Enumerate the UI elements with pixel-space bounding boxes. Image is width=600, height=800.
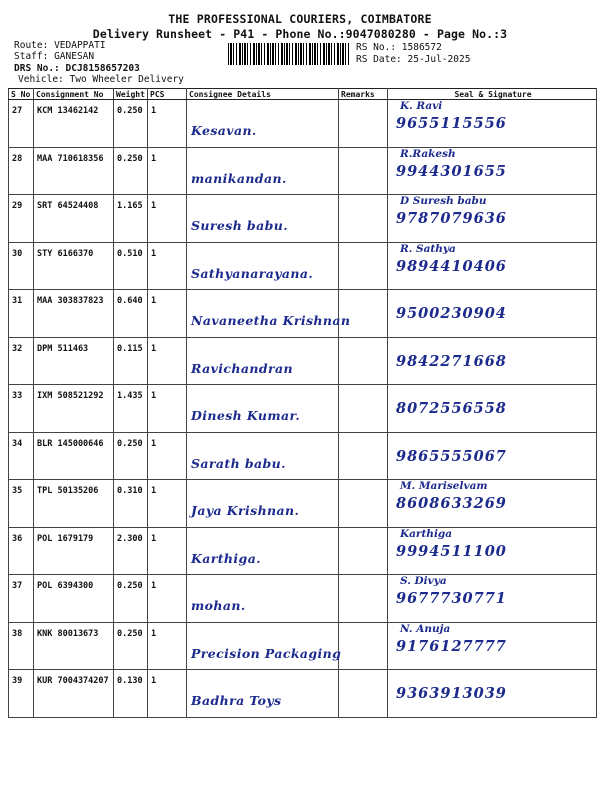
consignment-cell: DPM 511463 <box>34 337 114 385</box>
handwritten-signature: K. Ravi <box>400 100 443 112</box>
seal-signature-cell <box>388 147 597 195</box>
table-row <box>9 337 597 385</box>
consignment-cell: KNK 80013673 <box>34 622 114 670</box>
remarks-cell <box>339 195 388 243</box>
remarks-cell <box>339 575 388 623</box>
weight-cell: 0.250 <box>114 622 148 670</box>
weight-cell: 0.250 <box>114 100 148 148</box>
handwritten-consignee-name: mohan. <box>191 598 246 613</box>
weight-cell: 0.310 <box>114 480 148 528</box>
rs-date-line <box>356 54 470 65</box>
rs-no-value: 1586572 <box>401 42 442 53</box>
handwritten-consignee-name: Dinesh Kumar. <box>191 408 301 423</box>
remarks-cell <box>339 147 388 195</box>
table-row <box>9 195 597 243</box>
weight-cell: 0.115 <box>114 337 148 385</box>
handwritten-phone: 9677730771 <box>396 590 507 607</box>
route-line <box>14 40 106 51</box>
handwritten-signature: D Suresh babu <box>400 195 487 207</box>
weight-cell: 1.165 <box>114 195 148 243</box>
consignment-cell: POL 6394300 <box>34 575 114 623</box>
handwritten-phone: 9787079636 <box>396 210 507 227</box>
handwritten-consignee-name: manikandan. <box>191 170 287 186</box>
consignee-cell <box>187 242 339 290</box>
drs-value: DCJ8158657203 <box>65 63 140 74</box>
runsheet-table <box>8 88 597 718</box>
seal-signature-cell <box>388 290 597 338</box>
company-title: THE PROFESSIONAL COURIERS, COIMBATORE <box>168 12 432 26</box>
consignment-cell: SRT 64524408 <box>34 195 114 243</box>
seal-signature-cell <box>388 622 597 670</box>
handwritten-phone: 9865555067 <box>396 447 507 465</box>
consignment-cell: MAA 710618356 <box>34 147 114 195</box>
sno-cell: 31 <box>9 290 34 338</box>
consignee-cell <box>187 195 339 243</box>
remarks-cell <box>339 670 388 718</box>
route-label: Route: <box>14 40 49 51</box>
table-row <box>9 432 597 480</box>
remarks-cell <box>339 242 388 290</box>
sno-cell: 37 <box>9 575 34 623</box>
table-row <box>9 147 597 195</box>
handwritten-phone: 9944301655 <box>396 162 507 180</box>
handwritten-phone: 9655115556 <box>396 115 507 132</box>
pcs-cell: 1 <box>148 670 187 718</box>
pcs-cell: 1 <box>148 385 187 433</box>
pcs-cell: 1 <box>148 527 187 575</box>
pcs-cell: 1 <box>148 575 187 623</box>
weight-cell: 0.250 <box>114 575 148 623</box>
seal-signature-cell <box>388 670 597 718</box>
handwritten-signature: M. Mariselvam <box>400 480 488 492</box>
consignment-cell: IXM 508521292 <box>34 385 114 433</box>
col-remarks: Remarks <box>339 89 388 100</box>
table-row <box>9 290 597 338</box>
staff-value: GANESAN <box>54 51 95 62</box>
col-seal: Seal & Signature <box>388 89 597 100</box>
handwritten-consignee-name: Karthiga. <box>191 550 261 566</box>
handwritten-phone: 8072556558 <box>396 400 507 417</box>
handwritten-consignee-name: Ravichandran <box>191 360 293 376</box>
pcs-cell: 1 <box>148 290 187 338</box>
handwritten-signature: S. Divya <box>400 575 447 587</box>
sno-cell: 27 <box>9 100 34 148</box>
sno-cell: 36 <box>9 527 34 575</box>
weight-cell: 0.640 <box>114 290 148 338</box>
consignment-cell: BLR 145000646 <box>34 432 114 480</box>
route-value: VEDAPPATI <box>54 40 106 51</box>
consignee-cell <box>187 385 339 433</box>
consignee-cell <box>187 670 339 718</box>
col-consignment: Consignment No <box>34 89 114 100</box>
consignee-cell <box>187 147 339 195</box>
consignment-cell: KCM 13462142 <box>34 100 114 148</box>
rs-no-line <box>356 42 442 53</box>
consignee-cell <box>187 480 339 528</box>
col-consignee: Consignee Details <box>187 89 339 100</box>
consignment-cell: STY 6166370 <box>34 242 114 290</box>
handwritten-consignee-name: Kesavan. <box>191 123 257 138</box>
handwritten-phone: 9363913039 <box>396 685 507 702</box>
handwritten-consignee-name: Precision Packaging <box>191 645 342 661</box>
vehicle-value: Two Wheeler Delivery <box>69 74 184 85</box>
handwritten-signature: Karthiga <box>400 527 453 540</box>
col-weight: Weight <box>114 89 148 100</box>
pcs-cell: 1 <box>148 242 187 290</box>
weight-cell: 0.510 <box>114 242 148 290</box>
sno-cell: 34 <box>9 432 34 480</box>
drs-line <box>14 63 140 74</box>
consignee-cell <box>187 575 339 623</box>
remarks-cell <box>339 337 388 385</box>
seal-signature-cell <box>388 100 597 148</box>
remarks-cell <box>339 432 388 480</box>
weight-cell: 0.250 <box>114 432 148 480</box>
handwritten-phone: 8608633269 <box>396 495 507 512</box>
table-row <box>9 480 597 528</box>
consignee-cell <box>187 432 339 480</box>
sno-cell: 39 <box>9 670 34 718</box>
consignment-cell: KUR 7004374207 <box>34 670 114 718</box>
runsheet-subtitle: Delivery Runsheet - P41 - Phone No.:9047080280 - Page No.:3 <box>92 27 508 41</box>
pcs-cell: 1 <box>148 337 187 385</box>
seal-signature-cell <box>388 242 597 290</box>
consignee-cell <box>187 337 339 385</box>
handwritten-phone: 9994511100 <box>396 542 507 560</box>
seal-signature-cell <box>388 527 597 575</box>
barcode <box>228 43 350 65</box>
table-row <box>9 527 597 575</box>
staff-label: Staff: <box>14 51 49 62</box>
weight-cell: 2.300 <box>114 527 148 575</box>
vehicle-label: Vehicle: <box>18 74 64 85</box>
vehicle-line <box>18 74 184 85</box>
sno-cell: 35 <box>9 480 34 528</box>
pcs-cell: 1 <box>148 100 187 148</box>
sno-cell: 33 <box>9 385 34 433</box>
handwritten-signature: R.Rakesh <box>400 147 456 160</box>
weight-cell: 0.250 <box>114 147 148 195</box>
drs-label: DRS No.: <box>14 63 60 74</box>
rs-no-label: RS No.: <box>356 42 397 53</box>
seal-signature-cell <box>388 432 597 480</box>
pcs-cell: 1 <box>148 432 187 480</box>
staff-line <box>14 51 94 62</box>
handwritten-phone: 9894410406 <box>396 257 507 275</box>
pcs-cell: 1 <box>148 622 187 670</box>
remarks-cell <box>339 100 388 148</box>
handwritten-phone: 9500230904 <box>396 305 507 322</box>
table-row <box>9 575 597 623</box>
table-body <box>9 100 597 718</box>
sno-cell: 30 <box>9 242 34 290</box>
table-row <box>9 100 597 148</box>
col-pcs: PCS <box>148 89 187 100</box>
header-row <box>9 89 597 100</box>
pcs-cell: 1 <box>148 147 187 195</box>
sno-cell: 29 <box>9 195 34 243</box>
consignee-cell <box>187 527 339 575</box>
sno-cell: 32 <box>9 337 34 385</box>
table-row <box>9 242 597 290</box>
handwritten-consignee-name: Navaneetha Krishnan <box>191 313 351 328</box>
remarks-cell <box>339 622 388 670</box>
seal-signature-cell <box>388 337 597 385</box>
handwritten-consignee-name: Sathyanarayana. <box>191 265 314 281</box>
sno-cell: 28 <box>9 147 34 195</box>
pcs-cell: 1 <box>148 195 187 243</box>
handwritten-phone: 9176127777 <box>396 637 507 655</box>
consignment-cell: TPL 50135206 <box>34 480 114 528</box>
handwritten-phone: 9842271668 <box>396 352 507 370</box>
table-row <box>9 622 597 670</box>
remarks-cell <box>339 385 388 433</box>
rs-date-label: RS Date: <box>356 54 402 65</box>
handwritten-signature: R. Sathya <box>400 242 456 255</box>
handwritten-consignee-name: Badhra Toys <box>191 693 282 708</box>
sno-cell: 38 <box>9 622 34 670</box>
consignment-cell: POL 1679179 <box>34 527 114 575</box>
handwritten-consignee-name: Sarath babu. <box>191 455 286 471</box>
seal-signature-cell <box>388 575 597 623</box>
weight-cell: 1.435 <box>114 385 148 433</box>
pcs-cell: 1 <box>148 480 187 528</box>
handwritten-consignee-name: Jaya Krishnan. <box>191 503 300 518</box>
seal-signature-cell <box>388 385 597 433</box>
consignee-cell <box>187 622 342 670</box>
table-row <box>9 385 597 433</box>
handwritten-signature: N. Anuja <box>400 622 451 635</box>
rs-date-value: 25-Jul-2025 <box>407 54 471 65</box>
col-sno: S No <box>9 89 34 100</box>
weight-cell: 0.130 <box>114 670 148 718</box>
remarks-cell <box>339 527 388 575</box>
consignee-cell <box>187 290 351 338</box>
remarks-cell <box>339 480 388 528</box>
consignee-cell <box>187 100 339 148</box>
consignment-cell: MAA 303837823 <box>34 290 114 338</box>
seal-signature-cell <box>388 480 597 528</box>
table-row <box>9 670 597 718</box>
handwritten-consignee-name: Suresh babu. <box>191 218 288 233</box>
seal-signature-cell <box>388 195 597 243</box>
